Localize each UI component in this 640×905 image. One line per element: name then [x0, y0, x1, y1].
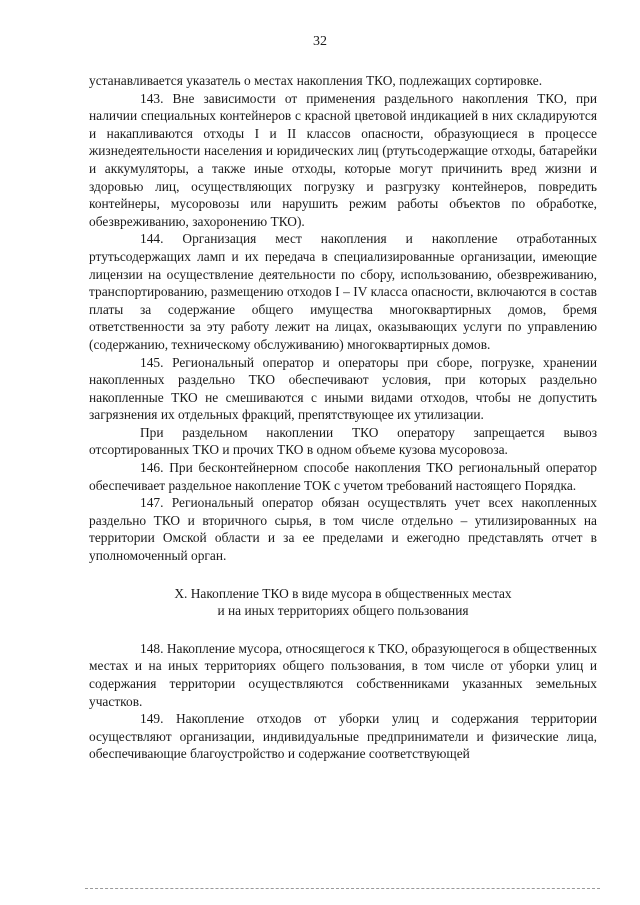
paragraph-144: 144. Организация мест накопления и накопление отработанных ртутьсодержащих ламп и их передача в специализированные организации, имеющие лицензии на осуществление деятельности по сбору, использованию, обезвреживанию, транспортированию, размещению отходов I – IV класса опасности, включаются в состав платы за содержание общего имущества многоквартирных домов, бремя ответственности за эту работу лежит на лицах, оказывающих услуги по управлению (содержанию, техническому обслуживанию) многоквартирных домов.: [89, 231, 597, 352]
paragraph-continuation: устанавливается указатель о местах накопления ТКО, подлежащих сортировке.: [89, 73, 543, 88]
paragraph-147: 147. Региональный оператор обязан осуществлять учет всех накопленных раздельно ТКО и вторичного сырья, в том числе отдельно – утилизированных на территории Омской области и за ее пределами и ежегодно представлять отчет в уполномоченный орган.: [89, 495, 597, 564]
page-bottom-edge: [85, 888, 600, 889]
document-body: [89, 72, 597, 763]
paragraph-148: 148. Накопление мусора, относящегося к ТКО, образующегося в общественных местах и на иных территориях общего пользования, в том числе от уборки улиц и содержания территории осуществляются собственниками указанных земельных участков.: [89, 640, 597, 709]
section-heading: [89, 585, 597, 620]
paragraph-145-sub: При раздельном накоплении ТКО оператору запрещается вывоз отсортированных ТКО и прочих ТКО в одном объеме кузова мусоровоза.: [89, 424, 597, 458]
paragraph-149: 149. Накопление отходов от уборки улиц и содержания территории осуществляют организации, индивидуальные предприниматели и физические лица, обеспечивающие благоустройство и содержание соответствующей: [89, 711, 597, 762]
paragraph-143: 143. Вне зависимости от применения раздельного накопления ТКО, при наличии специальных контейнеров с красной цветовой индикацией в них складируются и накапливаются отходы I и II классов опасности, образующиеся в процессе жизнедеятельности населения и юридических лиц (ртутьсодержащие отходы, батарейки и аккумуляторы, а также иные отходы, которые могут причинить вред жизни и здоровью лиц, осуществляющих погрузку и разгрузку контейнеров, повредить контейнеры, мусоровозы или нарушить режим работы объектов по обработке, обезвреживанию, захоронению ТКО).: [89, 90, 597, 229]
paragraph-145: 145. Региональный оператор и операторы при сборе, погрузке, хранении накопленных раздельно ТКО обеспечивают условия, при которых раздельно накопленные ТКО не смешиваются с иными видами отходов, чтобы не допустить загрязнения их отдельных фракций, препятствующее их утилизации.: [89, 354, 597, 423]
page-number: 32: [313, 34, 327, 49]
paragraph-146: 146. При бесконтейнерном способе накопления ТКО региональный оператор обеспечивает раздельное накопление ТОК с учетом требований настоящего Порядка.: [89, 460, 597, 493]
section-heading-line-2: и на иных территориях общего пользования: [217, 603, 469, 619]
section-heading-line-1: X. Накопление ТКО в виде мусора в общественных местах: [174, 585, 512, 601]
